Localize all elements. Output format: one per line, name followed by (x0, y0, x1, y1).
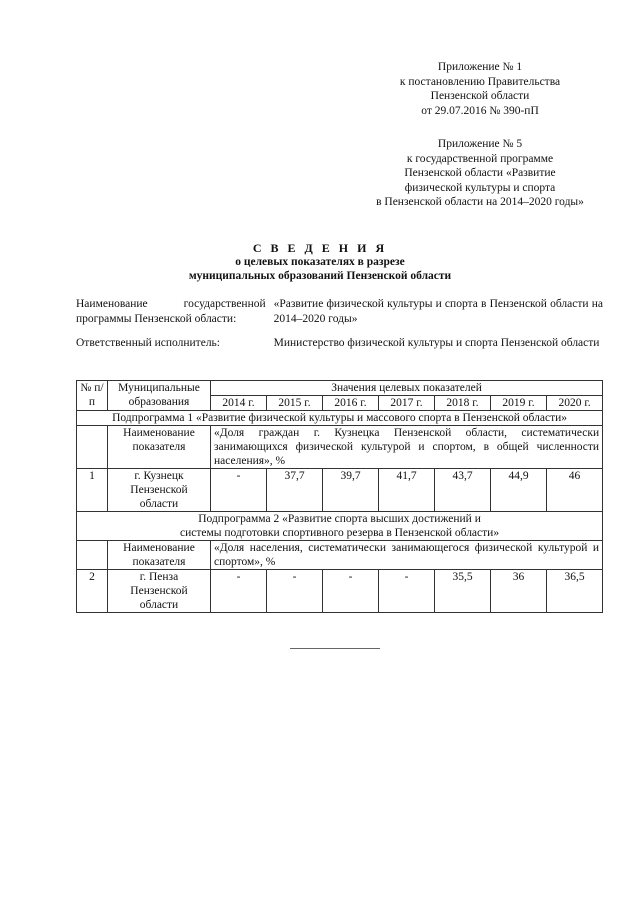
indicator-label: Наименование показателя (108, 541, 211, 570)
empty-cell (77, 426, 108, 469)
program-value: «Развитие физической культуры и спорта в Пензенской области на 2014–2020 годы» (273, 298, 603, 325)
header-year: 2019 г. (491, 396, 547, 411)
appendix-1-line: Пензенской области (430, 90, 530, 102)
program-label: Наименование государственной программы Пензенской области: (76, 298, 266, 325)
row-value: - (211, 469, 267, 512)
row-value: - (267, 570, 323, 613)
appendix-5-line: в Пензенской области на 2014–2020 годы» (376, 196, 584, 208)
indicator-row (77, 426, 603, 469)
row-value: - (323, 570, 379, 613)
row-value: 39,7 (323, 469, 379, 512)
appendix-5-line: Приложение № 5 (437, 138, 523, 150)
indicator-text: «Доля граждан г. Кузнецка Пензенской области, систематически занимающихся физической культурой и спортом, в общей численности населения», % (211, 426, 603, 469)
appendix-1-line: Приложение № 1 (437, 61, 523, 73)
row-municipality: г. Пенза Пензенской области (108, 570, 211, 613)
appendix-1-line: от 29.07.2016 № 390-пП (421, 104, 539, 117)
appendix-5-line: Пензенской области «Развитие (404, 167, 556, 179)
subprogram-2-title-line: системы подготовки спортивного резерва в Пензенской области» (180, 527, 500, 539)
subprogram-title-row (77, 411, 603, 426)
indicator-label: Наименование показателя (108, 426, 211, 469)
document-subtitle: о целевых показателях в разрезе (235, 256, 405, 268)
document-heading (0, 241, 640, 283)
row-value: - (379, 570, 435, 613)
row-value: - (211, 570, 267, 613)
row-num: 2 (77, 570, 108, 613)
closing-divider (290, 648, 380, 649)
subprogram-2-title (77, 512, 603, 541)
appendix-5-block (330, 137, 630, 210)
header-year: 2017 г. (379, 396, 435, 411)
row-value: 46 (547, 469, 603, 512)
document-title: С В Е Д Е Н И Я (252, 241, 388, 255)
header-municipal: Муниципальные образования (108, 381, 211, 411)
header-year: 2016 г. (323, 396, 379, 411)
row-municipality: г. Кузнецк Пензенской области (108, 469, 211, 512)
indicators-table (76, 380, 603, 613)
header-year: 2020 г. (547, 396, 603, 411)
program-info-row (76, 297, 603, 326)
subprogram-2-title-line: Подпрограмма 2 «Развитие спорта высших достижений и (198, 513, 481, 525)
appendix-1-block (330, 60, 630, 118)
row-num: 1 (77, 469, 108, 512)
indicator-row (77, 541, 603, 570)
row-value: 44,9 (491, 469, 547, 512)
executor-value: Министерство физической культуры и спорта Пензенской области (273, 337, 600, 349)
appendix-5-line: физической культуры и спорта (404, 181, 556, 194)
table-header-row (77, 381, 603, 396)
row-value: 43,7 (435, 469, 491, 512)
subprogram-1-title: Подпрограмма 1 «Развитие физической культуры и массового спорта в Пензенской области» (77, 411, 603, 426)
row-value: 41,7 (379, 469, 435, 512)
header-num: № п/п (77, 381, 108, 411)
row-value: 36 (491, 570, 547, 613)
table-row (77, 570, 603, 613)
table-row (77, 469, 603, 512)
header-year: 2015 г. (267, 396, 323, 411)
appendix-1-line: к постановлению Правительства (399, 75, 561, 88)
appendix-5-line: к государственной программе (406, 152, 554, 165)
document-subtitle: муниципальных образований Пензенской области (188, 270, 452, 282)
indicator-text: «Доля населения, систематически занимающегося физической культурой и спортом», % (211, 541, 603, 570)
row-value: 36,5 (547, 570, 603, 613)
executor-label: Ответственный исполнитель: (76, 337, 220, 349)
header-year: 2018 г. (435, 396, 491, 411)
header-values: Значения целевых показателей (211, 381, 603, 396)
row-value: 35,5 (435, 570, 491, 613)
executor-info-row (76, 336, 603, 351)
header-year: 2014 г. (211, 396, 267, 411)
subprogram-title-row (77, 512, 603, 541)
row-value: 37,7 (267, 469, 323, 512)
empty-cell (77, 541, 108, 570)
